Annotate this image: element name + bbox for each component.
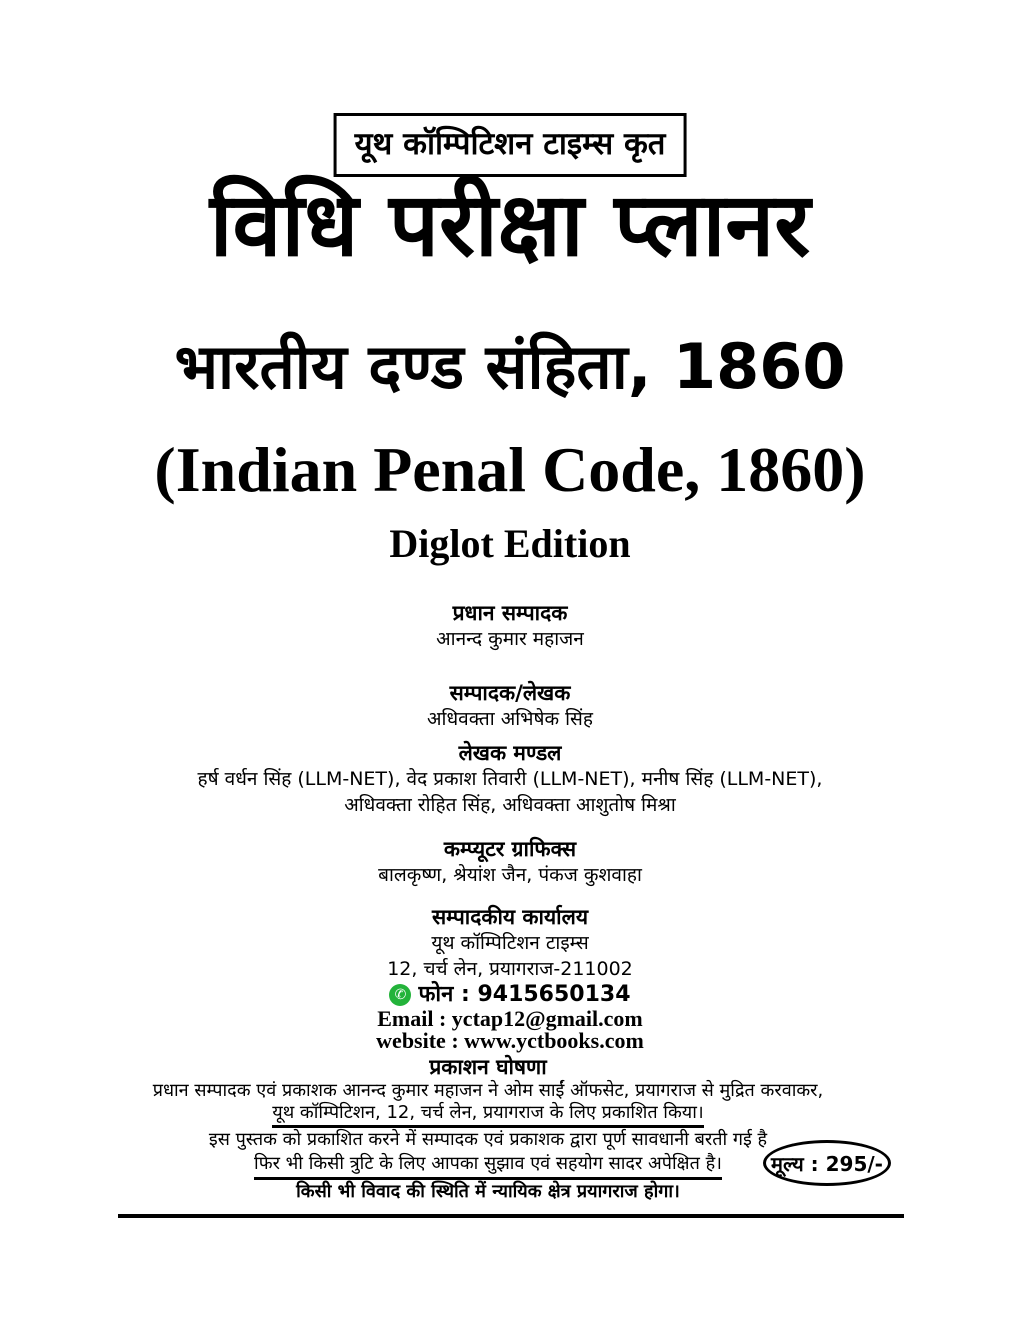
website-line: website : www.yctbooks.com xyxy=(376,1028,644,1053)
section-line: अधिवक्ता रोहित सिंह, अधिवक्ता आशुतोष मिश्रा xyxy=(344,794,676,816)
declaration-line: प्रधान सम्पादक एवं प्रकाशक आनन्द कुमार महाजन ने ओम साईं ऑफसेट, प्रयागराज से मुद्रित करवाकर, xyxy=(152,1080,824,1101)
credits-section xyxy=(0,600,1020,1204)
bottom-rule-divider xyxy=(118,1214,904,1218)
book-subtitle-hindi: भारतीय दण्ड संहिता, 1860 xyxy=(174,330,846,403)
chief-editor-block xyxy=(0,600,1020,652)
declaration-underlined-line: यूथ कॉम्पिटिशन, 12, चर्च लेन, प्रयागराज के लिए प्रकाशित किया। xyxy=(272,1102,703,1128)
section-line: अधिवक्ता अभिषेक सिंह xyxy=(427,708,593,730)
section-line: आनन्द कुमार महाजन xyxy=(436,628,584,650)
phone-row xyxy=(0,982,1020,1008)
phone-number: फोन : 9415650134 xyxy=(418,982,631,1007)
office-address: 12, चर्च लेन, प्रयागराज-211002 xyxy=(387,958,633,980)
edition-label: Diglot Edition xyxy=(389,521,631,566)
computer-graphics-block xyxy=(0,836,1020,888)
whatsapp-icon: ✆ xyxy=(389,984,411,1006)
section-heading: सम्पादकीय कार्यालय xyxy=(431,905,589,929)
declaration-line: इस पुस्तक को प्रकाशित करने में सम्पादक एवं प्रकाशक द्वारा पूर्ण सावधानी बरती गई है xyxy=(208,1129,768,1150)
editorial-office-block xyxy=(0,904,1020,1052)
book-title-hindi: विधि परीक्षा प्लानर xyxy=(209,173,811,276)
price-badge: मूल्य : 295/- xyxy=(763,1140,891,1186)
section-heading: सम्पादक/लेखक xyxy=(449,681,571,705)
section-heading: लेखक मण्डल xyxy=(458,741,562,765)
section-line: हर्ष वर्धन सिंह (LLM-NET), वेद प्रकाश तिवारी (LLM-NET), मनीष सिंह (LLM-NET), xyxy=(197,768,823,790)
office-name: यूथ कॉम्पिटिशन टाइम्स xyxy=(431,932,589,954)
declaration-line xyxy=(0,1102,998,1128)
editor-author-block xyxy=(0,680,1020,732)
publisher-tagline: यूथ कॉम्पिटिशन टाइम्स कृत xyxy=(354,126,666,162)
section-heading: कम्प्यूटर ग्राफिक्स xyxy=(443,837,577,861)
declaration-line-bold: किसी भी विवाद की स्थिति में न्यायिक क्षेत्र प्रयागराज होगा। xyxy=(296,1181,680,1202)
book-subtitle-english: (Indian Penal Code, 1860) xyxy=(154,434,866,505)
declaration-underlined-line: फिर भी किसी त्रुटि के लिए आपका सुझाव एवं सहयोग सादर अपेक्षित है। xyxy=(254,1152,722,1180)
declaration-heading: प्रकाशन घोषणा xyxy=(429,1055,547,1079)
email-line: Email : yctap12@gmail.com xyxy=(377,1006,643,1031)
section-heading: प्रधान सम्पादक xyxy=(452,601,568,625)
section-line: बालकृष्ण, श्रेयांश जैन, पंकज कुशवाहा xyxy=(378,864,642,886)
author-panel-block xyxy=(0,740,1020,818)
